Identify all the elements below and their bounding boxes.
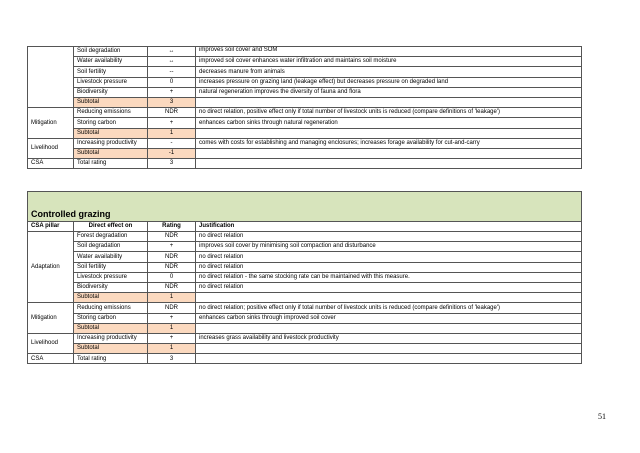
table-title: Controlled grazing [28,192,582,222]
total-row [28,159,582,169]
csa-pillar-cell: CSA [28,354,74,364]
direct-effect-cell: Storing carbon [74,313,148,323]
table-row [28,138,582,148]
direct-effect-cell: Soil fertility [74,67,148,77]
justification-cell: natural regeneration improves the diversity of fauna and flora [196,87,582,97]
direct-effect-cell: Reducing emissions [74,303,148,313]
direct-effect-cell: Water availability [74,57,148,67]
justification-cell [196,148,582,158]
rating-cell: -- [148,67,196,77]
table-row [28,108,582,118]
table-row [28,262,582,272]
table-row [28,282,582,292]
justification-cell: increases grass availability and livestock productivity [196,333,582,343]
direct-effect-cell: Increasing productivity [74,138,148,148]
justification-cell [196,128,582,138]
rating-cell: NDR [148,262,196,272]
justification-cell: decreases manure from animals [196,67,582,77]
justification-cell: enhances carbon sinks through natural regeneration [196,118,582,128]
justification-cell [196,293,582,303]
table-body [28,47,582,169]
csa-pillar-cell: Adaptation [28,232,74,303]
justification-cell [196,159,582,169]
subtotal-row [28,323,582,333]
table-body [28,192,582,364]
direct-effect-cell: Soil degradation [74,47,148,57]
csa-pillar-cell: Livelihood [28,333,74,353]
assessment-table-continued [27,46,582,169]
direct-effect-cell: Storing carbon [74,118,148,128]
header-direct-effect: Direct effect on [74,222,148,232]
rating-cell: ↔ [148,57,196,67]
header-csa-pillar: CSA pillar [28,222,74,232]
justification-cell: no direct relation [196,232,582,242]
direct-effect-cell: Subtotal [74,293,148,303]
rating-cell: + [148,118,196,128]
direct-effect-cell: Total rating [74,354,148,364]
justification-cell: no direct relation; positive effect only if total number of livestock units is reduced (compare definitions of 'leakage') [196,303,582,313]
justification-cell [196,97,582,107]
direct-effect-cell: Total rating [74,159,148,169]
rating-cell: 1 [148,128,196,138]
justification-cell: no direct relation [196,252,582,262]
rating-cell: NDR [148,252,196,262]
direct-effect-cell: Livestock pressure [74,272,148,282]
rating-cell: NDR [148,232,196,242]
header-justification: Justification [196,222,582,232]
table-row [28,232,582,242]
csa-pillar-cell [28,47,74,108]
justification-cell: no direct relation [196,282,582,292]
rating-cell: + [148,242,196,252]
table-header-row [28,222,582,232]
rating-cell: 0 [148,272,196,282]
justification-cell: improved soil cover enhances water infiltration and maintains soil moisture [196,57,582,67]
table-title-row [28,192,582,222]
table-row [28,57,582,67]
table-row [28,67,582,77]
table-row [28,77,582,87]
table-row [28,272,582,282]
subtotal-row [28,128,582,138]
direct-effect-cell: Subtotal [74,323,148,333]
subtotal-row [28,148,582,158]
rating-cell: 1 [148,344,196,354]
justification-cell [196,323,582,333]
direct-effect-cell: Biodiversity [74,282,148,292]
csa-pillar-cell: CSA [28,159,74,169]
direct-effect-cell: Soil fertility [74,262,148,272]
rating-cell: -1 [148,148,196,158]
table-row [28,242,582,252]
csa-pillar-cell: Mitigation [28,303,74,334]
direct-effect-cell: Subtotal [74,97,148,107]
table-row [28,303,582,313]
csa-pillar-cell: Livelihood [28,138,74,158]
page-number: 51 [598,412,606,421]
rating-cell: 3 [148,354,196,364]
direct-effect-cell: Biodiversity [74,87,148,97]
table-row [28,313,582,323]
total-row [28,354,582,364]
rating-cell: + [148,313,196,323]
header-rating: Rating [148,222,196,232]
table-row [28,333,582,343]
justification-cell: improves soil cover and SOM [196,47,582,57]
table-row [28,87,582,97]
justification-cell [196,344,582,354]
rating-cell: + [148,87,196,97]
rating-cell: NDR [148,282,196,292]
rating-cell: 3 [148,159,196,169]
justification-cell: no direct relation [196,262,582,272]
rating-cell: 1 [148,323,196,333]
csa-pillar-cell: Mitigation [28,108,74,139]
direct-effect-cell: Subtotal [74,128,148,138]
table-row [28,252,582,262]
justification-cell: increases pressure on grazing land (leakage effect) but decreases pressure on degraded land [196,77,582,87]
direct-effect-cell: Reducing emissions [74,108,148,118]
justification-cell: comes with costs for establishing and managing enclosures; increases forage availability for cut-and-carry [196,138,582,148]
rating-cell: - [148,138,196,148]
rating-cell: NDR [148,303,196,313]
controlled-grazing-table [27,191,582,364]
justification-cell: enhances carbon sinks through improved soil cover [196,313,582,323]
rating-cell: + [148,333,196,343]
direct-effect-cell: Subtotal [74,148,148,158]
rating-cell: NDR [148,108,196,118]
subtotal-row [28,293,582,303]
direct-effect-cell: Livestock pressure [74,77,148,87]
subtotal-row [28,97,582,107]
rating-cell: ↔ [148,47,196,57]
table-row [28,47,582,57]
subtotal-row [28,344,582,354]
rating-cell: 1 [148,293,196,303]
direct-effect-cell: Soil degradation [74,242,148,252]
justification-cell: no direct relation, positive effect only if total number of livestock units is reduced (compare definitions of 'leakage') [196,108,582,118]
rating-cell: 3 [148,97,196,107]
table-row [28,118,582,128]
justification-cell: improves soil cover by minimising soil compaction and disturbance [196,242,582,252]
direct-effect-cell: Forest degradation [74,232,148,242]
rating-cell: 0 [148,77,196,87]
direct-effect-cell: Increasing productivity [74,333,148,343]
direct-effect-cell: Water availability [74,252,148,262]
justification-cell [196,354,582,364]
direct-effect-cell: Subtotal [74,344,148,354]
justification-cell: no direct relation - the same stocking rate can be maintained with this measure. [196,272,582,282]
